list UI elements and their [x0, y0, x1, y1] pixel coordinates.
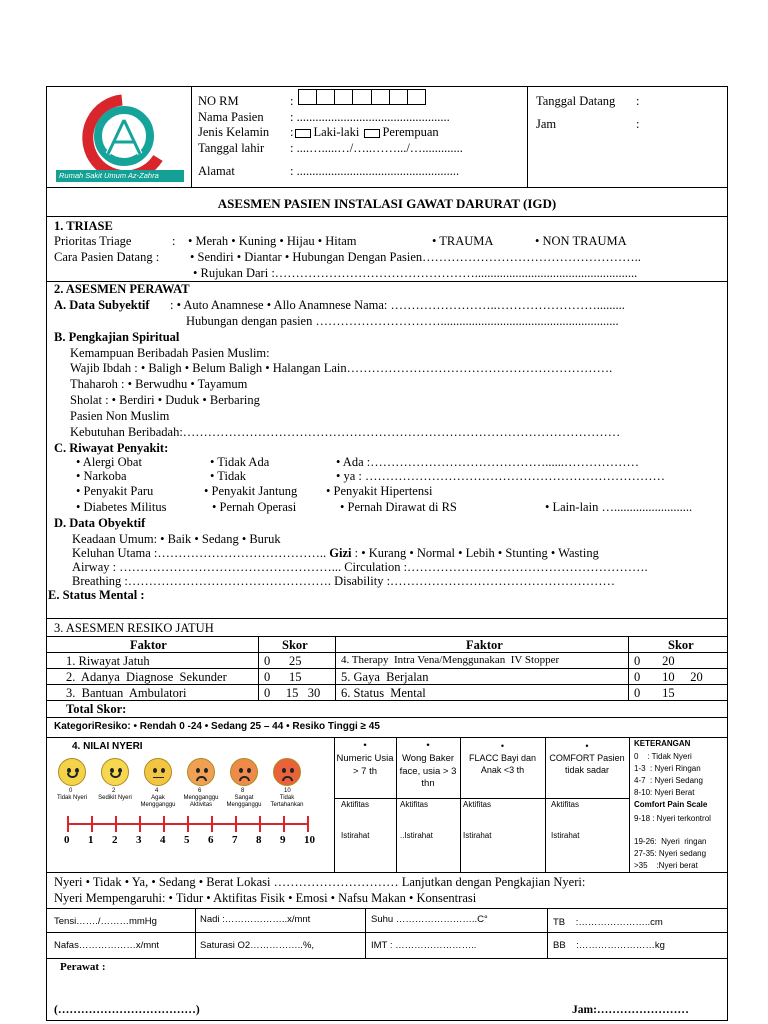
scale-number[interactable]: 1: [88, 834, 94, 846]
status-mental-label: E. Status Mental :: [48, 588, 145, 602]
face-number: 8: [241, 788, 245, 794]
pain-face-icon[interactable]: [230, 758, 258, 786]
wajib-ibadah-options[interactable]: Wajib Ibdah : • Baligh • Belum Baligh • Halangan Lain……………………………………………………….: [70, 361, 613, 375]
scale-number[interactable]: 5: [184, 834, 190, 846]
keterangan-heading: KETERANGAN: [634, 739, 691, 748]
riwayat-penyakit-label: C. Riwayat Penyakit:: [54, 441, 169, 455]
prioritas-options[interactable]: • Merah • Kuning • Hijau • Hitam: [188, 234, 357, 248]
istirahat-cell[interactable]: Istirahat: [551, 831, 580, 840]
face-label: Sangat Mengganggu: [226, 795, 262, 808]
sholat-options[interactable]: Sholat : • Berdiri • Duduk • Berbaring: [70, 393, 260, 407]
keadaan-umum-options[interactable]: Keadaan Umum: • Baik • Sedang • Buruk: [72, 532, 281, 546]
comfort-col-header: COMFORT Pasien tidak sadar: [549, 753, 625, 776]
kebutuhan-beribadah-field[interactable]: Kebutuhan Beribadah:……………………………………………………………………………………………: [70, 425, 621, 439]
kategori-resiko[interactable]: KategoriResiko: • Rendah 0 -24 • Sedang 25 – 44 • Resiko Tinggi ≥ 45: [54, 721, 380, 732]
face-number: 4: [155, 788, 159, 794]
istirahat-cell[interactable]: ..Istirahat: [400, 831, 433, 840]
face-label: Agak Mengganggu: [140, 795, 176, 808]
breathing-disability-line[interactable]: Breathing :…………………………………………. Disability :………………………………………………: [72, 574, 616, 588]
male-label: Laki-laki: [313, 125, 360, 139]
riwayat-row[interactable]: • Alergi Obat: [76, 455, 142, 469]
nyeri-options[interactable]: Nyeri • Tidak • Ya, • Sedang • Berat Lokasi ………………………… Lanjutkan dengan Pengkajian Nyeri:: [54, 875, 586, 889]
numeric-col-header: Numeric Usia > 7 th: [336, 752, 394, 777]
face-label: Tidak Tertahankan: [270, 795, 304, 808]
aktifitas-cell[interactable]: Aktifitas: [551, 800, 580, 809]
aktifitas-cell[interactable]: Aktifitas: [463, 800, 492, 809]
tanggal-lahir-field[interactable]: : ....….....…/…..…….../….............: [290, 141, 463, 155]
keluhan-gizi-line[interactable]: Keluhan Utama :………………………………….. Gizi : • Kurang • Normal • Lebih • Stunting • Wasting: [72, 546, 599, 560]
scale-number[interactable]: 4: [160, 834, 166, 846]
face-number: 6: [198, 788, 202, 794]
face-number: 0: [69, 788, 73, 794]
istirahat-cell[interactable]: Istirahat: [463, 831, 492, 840]
scale-number[interactable]: 10: [304, 834, 315, 846]
saturasi-field[interactable]: Saturasi O2……………..%,: [200, 940, 315, 951]
table-row: 5. Gaya Berjalan: [341, 670, 429, 684]
jenis-kelamin-label: Jenis Kelamin: [198, 125, 270, 139]
airway-circulation-line[interactable]: Airway : ……………………………………………... Circulation :………………………………………………….: [72, 560, 648, 574]
faktor-header: Faktor: [130, 638, 167, 652]
istirahat-cell[interactable]: Istirahat: [341, 831, 370, 840]
spiritual-line-1: Kemampuan Beribadah Pasien Muslim:: [70, 346, 270, 360]
face-label: Mengganggu Aktivitas: [183, 795, 219, 808]
scale-number[interactable]: 3: [136, 834, 142, 846]
alamat-field[interactable]: : ....................................................: [290, 164, 460, 178]
scale-number[interactable]: 0: [64, 834, 70, 846]
nadi-field[interactable]: Nadi :………………..x/mnt: [200, 914, 311, 925]
face-label: Sedikit Nyeri: [98, 795, 132, 801]
lain-lain-field[interactable]: • Lain-lain ….........................: [545, 500, 693, 514]
scale-number[interactable]: 7: [232, 834, 238, 846]
nama-pasien-field[interactable]: : .................................................: [290, 110, 450, 124]
female-checkbox[interactable]: [364, 129, 380, 138]
non-trauma-option[interactable]: • NON TRAUMA: [535, 234, 627, 248]
perawat-heading: 2. ASESMEN PERAWAT: [54, 282, 190, 296]
aktifitas-cell[interactable]: Aktifitas: [341, 800, 370, 809]
resiko-jatuh-heading: 3. ASESMEN RESIKO JATUH: [54, 621, 214, 635]
nafas-field[interactable]: Nafas………………x/mnt: [54, 940, 160, 951]
face-label: Tidak Nyeri: [56, 795, 88, 801]
numeric-pain-scale[interactable]: [60, 814, 316, 848]
table-row: 4. Therapy Intra Vena/Menggunakan IV Stopper: [341, 654, 560, 666]
aktifitas-cell[interactable]: Aktifitas: [400, 800, 429, 809]
spiritual-label: B. Pengkajian Spiritual: [54, 330, 180, 344]
pain-face-icon[interactable]: [273, 758, 301, 786]
tanggal-datang-label: Tanggal Datang: [536, 94, 616, 108]
hubungan-field[interactable]: Hubungan dengan pasien ………………………….........................................................: [186, 314, 619, 328]
jam-label: Jam: [536, 117, 557, 131]
jam-footer-field[interactable]: Jam:……………………: [572, 1004, 689, 1016]
table-row: 2. Adanya Diagnose Sekunder: [66, 670, 227, 684]
trauma-option[interactable]: • TRAUMA: [432, 234, 494, 248]
pain-face-icon[interactable]: [187, 758, 215, 786]
tanggal-lahir-label: Tanggal lahir: [198, 141, 265, 155]
prioritas-label: Prioritas Triage: [54, 234, 132, 248]
no-rm-boxes[interactable]: [298, 89, 426, 105]
bb-field[interactable]: BB :……………………kg: [553, 940, 665, 951]
hospital-logo: [58, 92, 186, 184]
rujukan-field[interactable]: • Rujukan Dari :…………………………………………....................................................: [193, 266, 638, 280]
scale-number[interactable]: 6: [208, 834, 214, 846]
non-muslim-label: Pasien Non Muslim: [70, 409, 170, 423]
pain-faces: [58, 758, 320, 810]
flacc-col-header: FLACC Bayi dan Anak <3 th: [468, 753, 537, 776]
hospital-name: Rumah Sakit Umum Az-Zahra: [56, 170, 184, 182]
scale-number[interactable]: 2: [112, 834, 118, 846]
skor-header: Skor: [668, 638, 694, 652]
female-label: Perempuan: [382, 125, 439, 139]
data-subyektif-label: A. Data Subyektif: [54, 298, 150, 312]
table-row: 1. Riwayat Jatuh: [66, 654, 150, 668]
nama-pasien-label: Nama Pasien: [198, 110, 264, 124]
tb-field[interactable]: TB :…………………..cm: [553, 917, 663, 928]
table-row: 3. Bantuan Ambulatori: [66, 686, 187, 700]
riwayat-row[interactable]: • Narkoba: [76, 469, 127, 483]
skor-header: Skor: [282, 638, 308, 652]
male-checkbox[interactable]: [295, 129, 311, 138]
tensi-field[interactable]: Tensi……./………mmHg: [54, 916, 157, 927]
pain-face-icon[interactable]: [101, 758, 129, 786]
riwayat-row[interactable]: • Penyakit Paru: [76, 484, 154, 498]
data-obyektif-label: D. Data Obyektif: [54, 516, 146, 530]
perawat-signature-field[interactable]: (………………………………): [54, 1004, 200, 1016]
no-rm-label: NO RM: [198, 94, 239, 108]
perawat-label: Perawat :: [60, 961, 106, 973]
cara-datang-options[interactable]: • Sendiri • Diantar • Hubungan Dengan Pasien……………………………………………..: [190, 250, 641, 264]
nyeri-mempengaruhi-options[interactable]: Nyeri Mempengaruhi: • Tidur • Aktifitas Fisik • Emosi • Nafsu Makan • Konsentrasi: [54, 891, 477, 905]
face-number: 2: [112, 788, 116, 794]
comfort-pain-heading: Comfort Pain Scale: [634, 800, 708, 809]
suhu-field[interactable]: Suhu ……………………..C°: [371, 914, 488, 925]
faktor-header: Faktor: [466, 638, 503, 652]
total-skor-label: Total Skor:: [66, 702, 127, 716]
thaharoh-options[interactable]: Thaharoh : • Berwudhu • Tayamum: [70, 377, 248, 391]
riwayat-row[interactable]: • Diabetes Militus: [76, 500, 167, 514]
alamat-label: Alamat: [198, 164, 235, 178]
form-title: ASESMEN PASIEN INSTALASI GAWAT DARURAT (IGD): [217, 196, 557, 211]
face-number: 10: [284, 788, 291, 794]
cara-datang-label: Cara Pasien Datang :: [54, 250, 160, 264]
wong-baker-col-header: Wong Baker face, usia > 3 thn: [399, 752, 457, 790]
scale-number[interactable]: 9: [280, 834, 286, 846]
triase-heading: 1. TRIASE: [54, 219, 113, 233]
nilai-nyeri-heading: 4. NILAI NYERI: [72, 741, 143, 752]
table-row: 6. Status Mental: [341, 686, 426, 700]
pain-face-icon[interactable]: [58, 758, 86, 786]
imt-field[interactable]: IMT : ……………………..: [371, 940, 477, 951]
data-subyektif-options[interactable]: : • Auto Anamnese • Allo Anamnese Nama: ……………………..…………………….........: [170, 298, 625, 312]
scale-number[interactable]: 8: [256, 834, 262, 846]
pain-face-icon[interactable]: [144, 758, 172, 786]
